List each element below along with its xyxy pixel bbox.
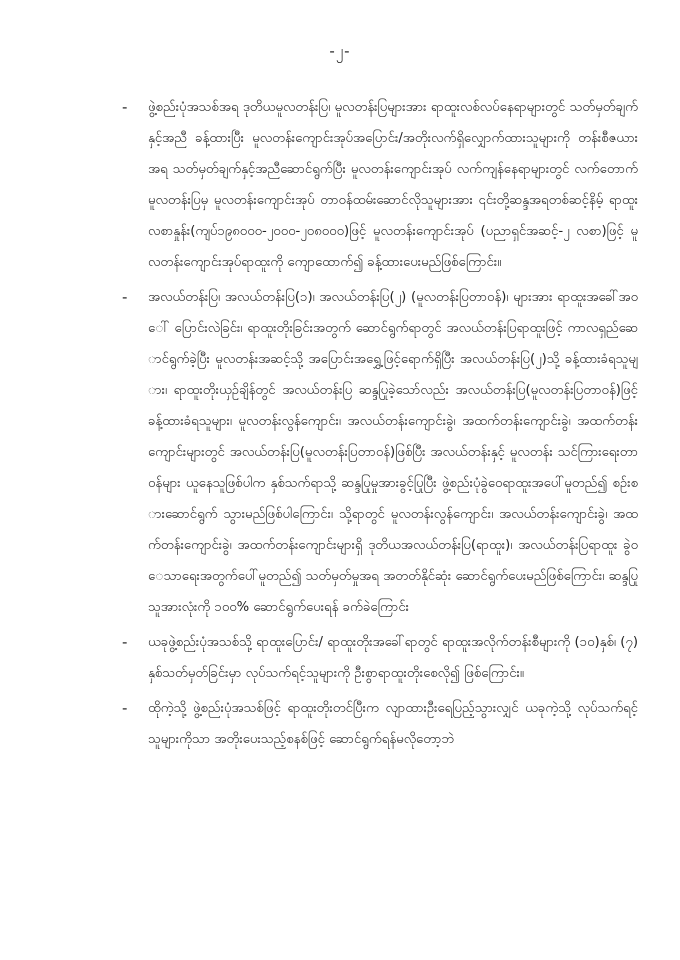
paragraph-text: ထိုကဲ့သို့ ဖွဲ့စည်းပုံအသစ်ဖြင့် ရာထူးတိုးတင်ပြီးက လျာထားဦးရေပြည့်သွားလျှင် ယခုကဲ့သို့ လုပ်သက်ရင့်သူများကိုသာ အတိုးပေးသည့်စနစ်ဖြင့် ဆောင်ရွက်ရန်မလိုတော့ဘဲ	[148, 701, 638, 747]
paragraph-text: ယခုဖွဲ့စည်းပုံအသစ်သို့ ရာထူးပြောင်း/ ရာထူးတိုးအခေါ်ရာတွင် ရာထူးအလိုက်တန်းစီများကို (၁၀)နှစ်၊ (၇)နှစ်သတ်မှတ်ခြင်းမှာ လုပ်သက်ရင့်သူများကို ဦးစွာရာထူးတိုးစေလို၍ ဖြစ်ကြောင်း။	[148, 635, 638, 681]
paragraph-text: အလယ်တန်းပြ၊ အလယ်တန်းပြ(၁)၊ အလယ်တန်းပြ(၂) (မူလတန်းပြတာဝန်)၊ များအား ရာထူးအခေါ်အဝေါ် ပြောင်းလဲခြင်း၊ ရာထူးတိုးခြင်းအတွက် ဆောင်ရွက်ရာတွင် အလယ်တန်းပြရာထူးဖြင့် ကာလရှည်ဆောင်ရွက်ခဲ့ပြီး မူလတန်းအဆင့်သို့ အပြောင်းအရွှေ့ဖြင့်ရောက်ရှိပြီး အလယ်တန်းပြ(၂)သို့ ခန့်ထားခံရသူများ၊ ရာထူးတိုးယှဉ်ချိန်တွင် အလယ်တန်းပြ ဆန္ဒပြုခဲ့သော်လည်း အလယ်တန်းပြ(မူလတန်းပြတာဝန်)ဖြင့် ခန့်ထားခံရသူများ၊ မူလတန်းလွန်ကျောင်း၊ အလယ်တန်းကျောင်းခွဲ၊ အထက်တန်းကျောင်းခွဲ၊ အထက်တန်းကျောင်းများတွင် အလယ်တန်းပြ(မူလတန်းပြတာဝန်)ဖြစ်ပြီး အလယ်တန်းနှင့် မူလတန်း သင်ကြားရေးတာဝန်များ ယူနေသူဖြစ်ပါက နှစ်သက်ရာသို့ ဆန္ဒပြုမှုအားခွင့်ပြုပြီး ဖွဲ့စည်းပုံခွဲဝေရာထူးအပေါ်မူတည်၍ စဉ်းစားဆောင်ရွက် သွားမည်ဖြစ်ပါကြောင်း၊ သို့ရာတွင် မူလတန်းလွန်ကျောင်း၊ အလယ်တန်းကျောင်းခွဲ၊ အထက်တန်းကျောင်းခွဲ၊ အထက်တန်းကျောင်းများရှိ ဒုတိယအလယ်တန်းပြ(ရာထူး)၊ အလယ်တန်းပြရာထူး ခွဲဝေသာရေးအတွက်ပေါ်မူတည်၍ သတ်မှတ်မှုအရ အတတ်နိုင်ဆုံး ဆောင်ရွက်ပေးမည်ဖြစ်ကြောင်း၊ ဆန္ဒပြုသူအားလုံးကို ၁၀၀% ဆောင်ရွက်ပေးရန် ခက်ခဲကြောင်း	[148, 290, 638, 615]
list-bullet: -	[122, 98, 128, 116]
paragraph-text: ဖွဲ့စည်းပုံအသစ်အရ ဒုတိယမူလတန်းပြ၊ မူလတန်းပြများအား ရာထူးလစ်လပ်နေရာများတွင် သတ်မှတ်ချက်နှင့်အညီ ခန့်ထားပြီး မူလတန်းကျောင်းအုပ်အပြောင်း/အတိုးလက်ရှိလျှောက်ထားသူများကို တန်းစီဇယားအရ သတ်မှတ်ချက်နှင့်အညီဆောင်ရွက်ပြီး မူလတန်းကျောင်းအုပ် လက်ကျန်နေရာများတွင် လက်တောက်မူလတန်းပြမှ မူလတန်းကျောင်းအုပ် တာဝန်ထမ်းဆောင်လိုသူများအား ၎င်းတို့ဆန္ဒအရတစ်ဆင့်နိမ့် ရာထူးလစာနှုန်း(ကျပ်၁၉၈၀၀၀-၂၀၀၀-၂၀၈၀၀၀)ဖြင့် မူလတန်းကျောင်းအုပ် (ပညာရှင်အဆင့်-၂ လစာ)ဖြင့် မူလတန်းကျောင်းအုပ်ရာထူးကို ကျောထောက်၍ ခန့်ထားပေးမည်ဖြစ်ကြောင်း။	[148, 100, 638, 270]
list-item	[118, 282, 638, 623]
list-bullet: -	[122, 633, 128, 651]
list-bullet: -	[122, 699, 128, 717]
document-body	[118, 92, 638, 759]
list-bullet: -	[122, 288, 128, 306]
list-item	[118, 627, 638, 689]
list-item	[118, 693, 638, 755]
page-number: -၂-	[329, 42, 351, 60]
list-item	[118, 92, 638, 278]
